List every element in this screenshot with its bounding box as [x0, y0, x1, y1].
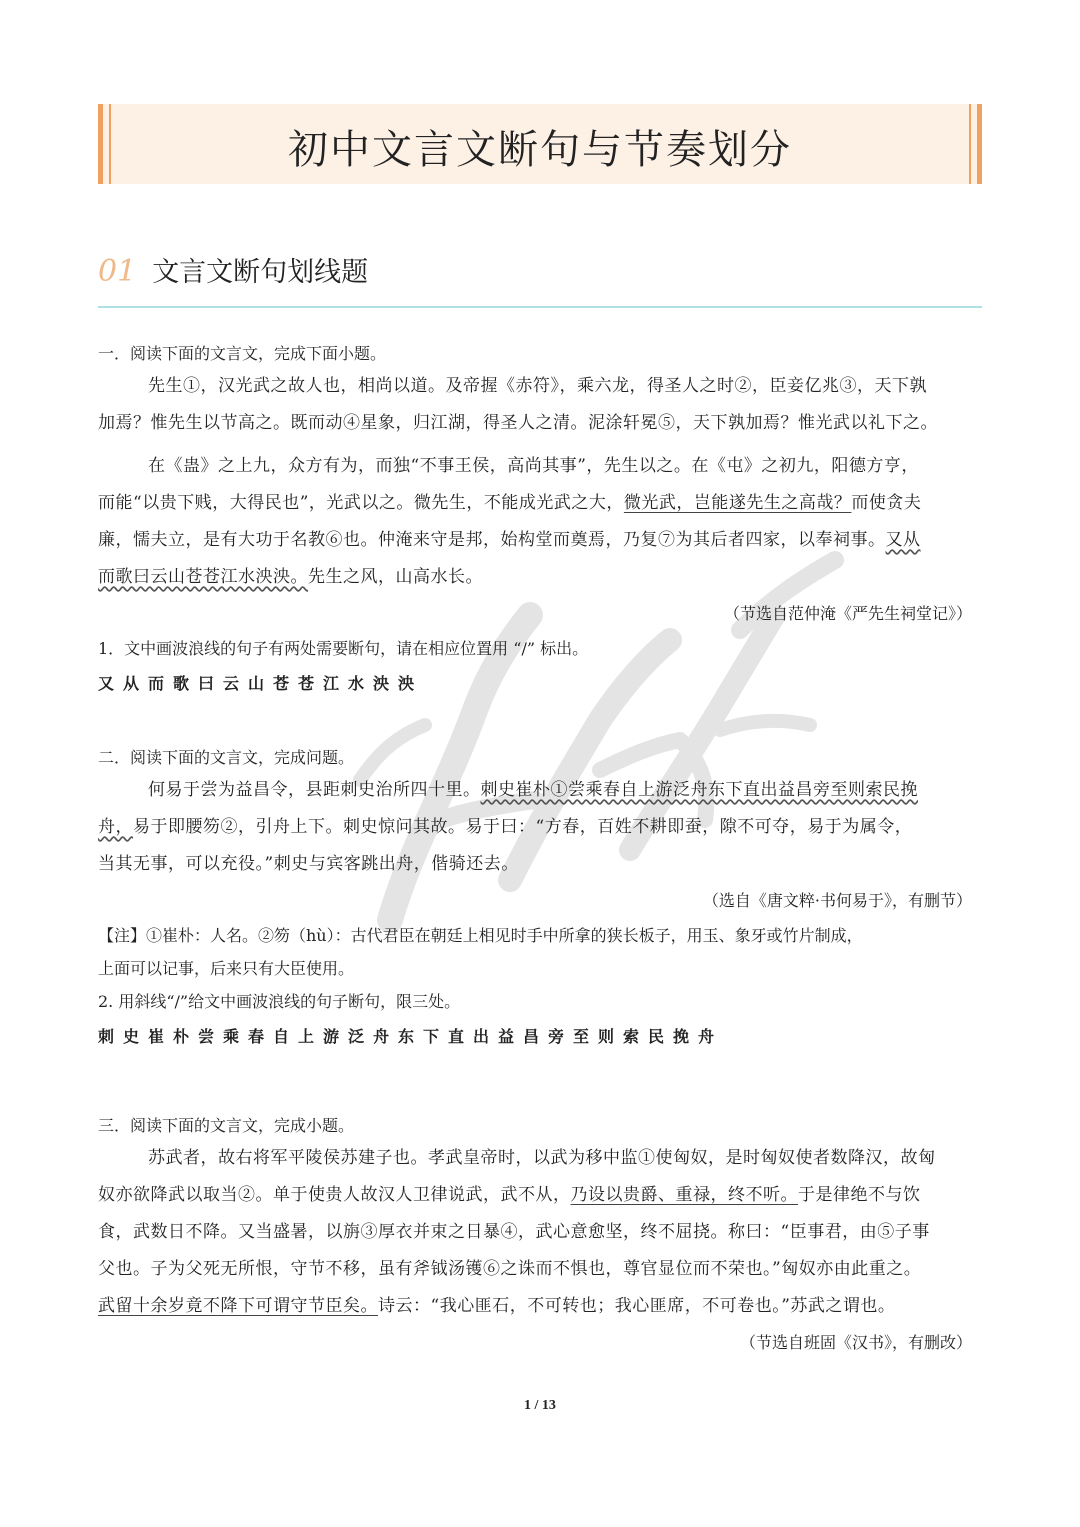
passage-segment: 而使贪夫	[851, 493, 922, 513]
annotation-note: 【注】①崔朴：人名。②笏（hù）：古代君臣在朝廷上相见时手中所拿的狭长板子，用玉、象牙或竹片制成，	[98, 926, 863, 945]
annotation-note: 上面可以记事，后来只有大臣使用。	[98, 959, 355, 978]
underlined-segment: 武留十余岁竟不降下可谓守节臣矣。	[98, 1296, 378, 1316]
page-number: 1 / 13	[524, 1398, 556, 1413]
question-3	[98, 1112, 982, 1361]
passage-line: 在《蛊》之上九，众方有为，而独“不事王侯，高尚其事”，先生以之。在《屯》之初九，阳德方亨，	[148, 456, 919, 476]
wavy-underlined-segment: 舟，	[98, 817, 133, 837]
page-title: 初中文言文断句与节奏划分	[288, 127, 792, 173]
passage-line: 当其无事，可以充役。”刺史与宾客跳出舟，偕骑还去。	[98, 854, 519, 874]
passage-line	[98, 772, 982, 809]
question-1	[98, 340, 982, 702]
source-citation: （节选自班固《汉书》，有删改）	[739, 1333, 972, 1352]
section-heading	[98, 250, 368, 289]
passage-line: 苏武者，故右将军平陵侯苏建子也。孝武皇帝时，以武为移中监①使匈奴，是时匈奴使者数降汉，故匈	[148, 1148, 936, 1168]
section-title: 文言文断句划线题	[152, 257, 369, 288]
passage-segment: 于是律绝不与饮	[798, 1185, 921, 1205]
passage-segment: 而能“以贵下贱，大得民也”，光武以之。微先生，不能成光武之大，	[98, 493, 624, 513]
passage-line: 加焉？惟先生以节高之。既而动④星象，归江湖，得圣人之清。泥涂轩冕⑤，天下孰加焉？惟光武以礼下之。	[98, 413, 938, 433]
passage-line	[98, 522, 982, 559]
passage-segment: 先生之风，山高水长。	[308, 567, 483, 587]
title-banner	[98, 104, 982, 184]
underlined-segment: 乃设以贵爵、重禄，终不听。	[570, 1185, 798, 1205]
passage-segment: 廉，懦夫立，是有大功于名教⑥也。仲淹来守是邦，始构堂而奠焉，乃复⑦为其后者四家，以奉祠事。	[98, 530, 886, 550]
passage-line	[98, 1288, 982, 1325]
source-citation: （节选自范仲淹《严先生祠堂记》）	[723, 604, 972, 623]
wavy-underlined-segment: 又从	[885, 530, 921, 550]
passage-line: 父也。子为父死无所恨，守节不移，虽有斧钺汤镬⑥之诛而不惧也，尊官显位而不荣也。”匈奴亦由此重之。	[98, 1259, 922, 1279]
passage-segment: 奴亦欲降武以取当②。单于使贵人故汉人卫律说武，武不从，	[98, 1185, 571, 1205]
question-2-heading: 二．阅读下面的文言文，完成问题。	[98, 748, 355, 767]
passage-segment: 何易于尝为益昌令，县距刺史治所四十里。	[148, 780, 481, 800]
question-prompt: 2. 用斜线“/”给文中画波浪线的句子断句，限三处。	[98, 992, 461, 1011]
passage-segment: 诗云：“我心匪石，不可转也；我心匪席，不可卷也。”苏武之谓也。	[378, 1296, 896, 1316]
passage-line: 先生①，汉光武之故人也，相尚以道。及帝握《赤符》，乘六龙，得圣人之时②，臣妾亿兆③，天下孰	[148, 376, 927, 396]
source-citation: （选自《唐文粹·书何易于》，有删节）	[702, 891, 972, 910]
wavy-underlined-segment: 而歌曰云山苍苍江水泱泱。	[98, 567, 308, 587]
question-2	[98, 744, 982, 1055]
section-divider	[98, 306, 982, 308]
section-number: 01	[98, 254, 137, 289]
underlined-segment: 微光武，岂能遂先生之高哉？	[623, 493, 852, 513]
passage-line	[98, 1177, 982, 1214]
passage-line	[98, 809, 982, 846]
question-3-heading: 三．阅读下面的文言文，完成小题。	[98, 1116, 355, 1135]
passage-line	[98, 485, 982, 522]
passage-line: 食，武数日不降。又当盛暑，以旃③厚衣并束之日暴④，武心意愈坚，终不屈挠。称曰：“臣事君，由⑤子事	[98, 1222, 930, 1242]
passage-line	[98, 559, 982, 596]
answer-sequence: 刺史崔朴尝乘春自上游泛舟东下直出益昌旁至则索民挽舟	[98, 1027, 724, 1046]
question-1-heading: 一．阅读下面的文言文，完成下面小题。	[98, 344, 387, 363]
question-prompt: 1．文中画波浪线的句子有两处需要断句，请在相应位置用 “/” 标出。	[98, 639, 589, 658]
passage-segment: 易于即腰笏②，引舟上下。刺史惊问其故。易于曰：“方春，百姓不耕即蚕，隙不可夺，易于为属令，	[133, 817, 913, 837]
answer-sequence: 又从而歌曰云山苍苍江水泱泱	[98, 674, 424, 693]
wavy-underlined-segment: 刺史崔朴①尝乘春自上游泛舟东下直出益昌旁至则索民挽	[480, 780, 918, 800]
